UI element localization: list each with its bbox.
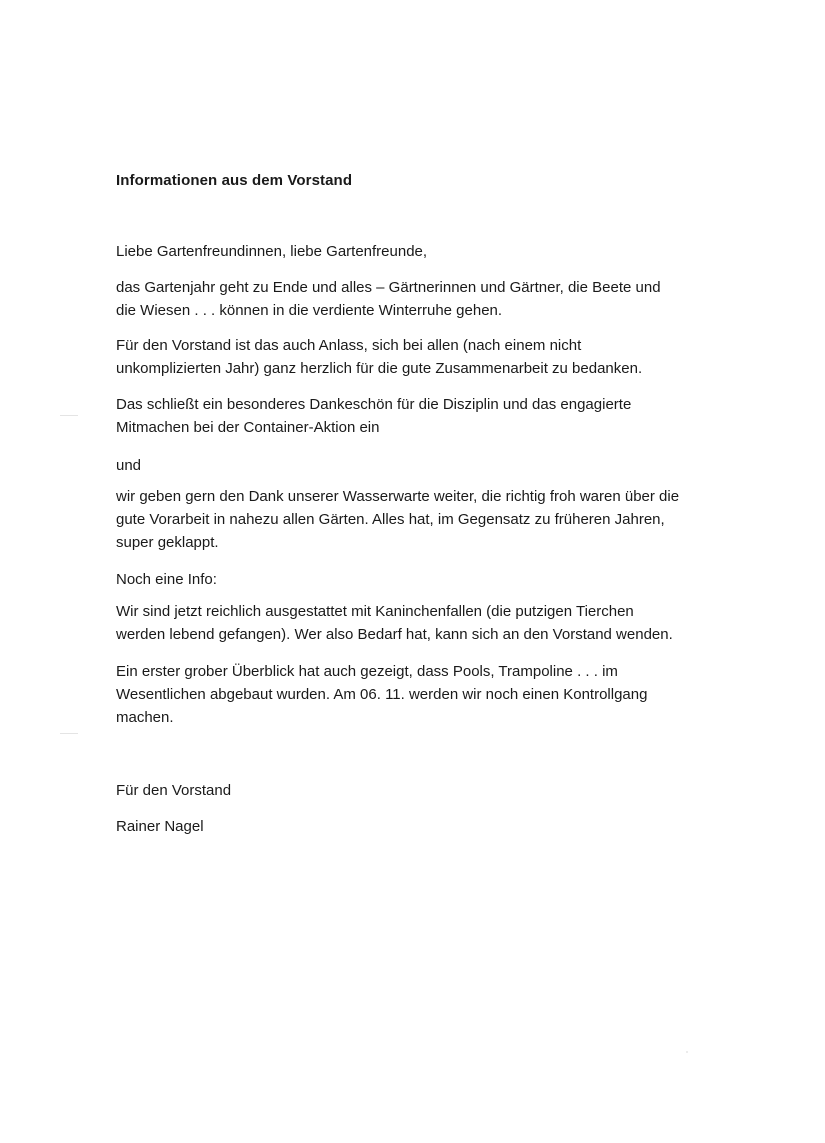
page-title: Informationen aus dem Vorstand <box>116 172 353 189</box>
greeting <box>116 240 756 263</box>
paragraph-line: Ein erster grober Überblick hat auch gezeigt, dass Pools, Trampoline . . . im <box>116 663 618 680</box>
punch-hole-mark <box>60 733 78 734</box>
scan-speck <box>686 1051 688 1053</box>
greeting-line: Liebe Gartenfreundinnen, liebe Gartenfreunde, <box>116 243 428 260</box>
paragraph-2 <box>116 334 756 380</box>
paragraph-5 <box>116 485 756 554</box>
paragraph-1 <box>116 276 756 322</box>
paragraph-line: das Gartenjahr geht zu Ende und alles – Gärtnerinnen und Gärtner, die Beete und <box>116 279 661 296</box>
signature-name: Rainer Nagel <box>116 818 204 835</box>
paragraph-line: Das schließt ein besonderes Dankeschön für die Disziplin und das engagierte <box>116 396 632 413</box>
paragraph-line: werden lebend gefangen). Wer also Bedarf hat, kann sich an den Vorstand wenden. <box>116 626 673 643</box>
paragraph-line: Wir sind jetzt reichlich ausgestattet mit Kaninchenfallen (die putzigen Tierchen <box>116 603 634 620</box>
paragraph-line: machen. <box>116 709 174 726</box>
paragraph-line: unkomplizierten Jahr) ganz herzlich für die gute Zusammenarbeit zu bedanken. <box>116 360 643 377</box>
paragraph-line: Mitmachen bei der Container-Aktion ein <box>116 419 380 436</box>
paragraph-line: super geklappt. <box>116 534 219 551</box>
paragraph-6 <box>116 568 756 591</box>
paragraph-line: Für den Vorstand ist das auch Anlass, sich bei allen (nach einem nicht <box>116 337 582 354</box>
closing <box>116 779 756 802</box>
paragraph-3 <box>116 393 756 439</box>
paragraph-8 <box>116 660 756 729</box>
paragraph-line: wir geben gern den Dank unserer Wasserwarte weiter, die richtig froh waren über die <box>116 488 680 505</box>
paragraph-line: und <box>116 457 142 474</box>
paragraph-line: Wesentlichen abgebaut wurden. Am 06. 11. werden wir noch einen Kontrollgang <box>116 686 648 703</box>
paragraph-4 <box>116 454 756 477</box>
punch-hole-mark <box>60 415 78 416</box>
closing-line: Für den Vorstand <box>116 782 232 799</box>
paragraph-line: die Wiesen . . . können in die verdiente Winterruhe gehen. <box>116 302 503 319</box>
paragraph-line: Noch eine Info: <box>116 571 217 588</box>
paragraph-line: gute Vorarbeit in nahezu allen Gärten. Alles hat, im Gegensatz zu früheren Jahren, <box>116 511 665 528</box>
paragraph-7 <box>116 600 756 646</box>
signature <box>116 815 756 838</box>
